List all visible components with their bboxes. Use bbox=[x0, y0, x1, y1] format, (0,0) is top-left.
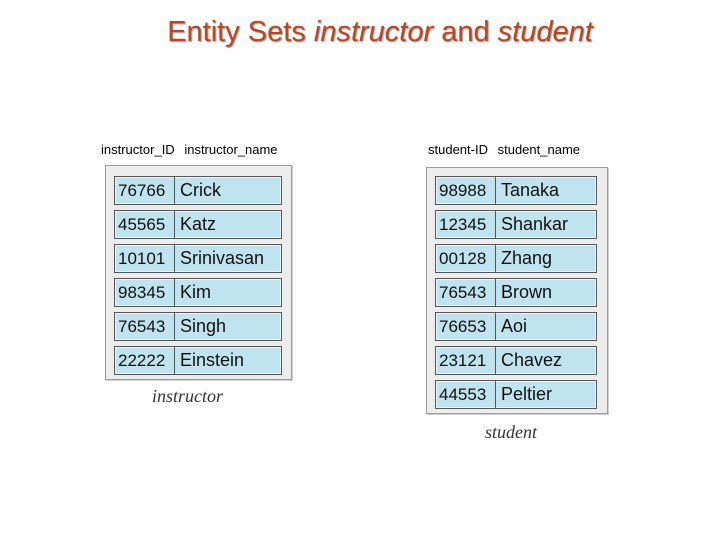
instructor-row bbox=[114, 312, 282, 341]
student-name-cell: Brown bbox=[501, 282, 553, 302]
student-id-header: student-ID bbox=[428, 142, 488, 157]
page-title bbox=[0, 16, 720, 49]
student-id-cell: 44553 bbox=[436, 381, 496, 408]
student-id-cell: 76543 bbox=[436, 279, 496, 306]
student-row bbox=[435, 380, 597, 409]
title-part-2: instructor bbox=[313, 16, 434, 48]
student-name-cell: Chavez bbox=[501, 350, 563, 370]
instructor-id-cell: 10101 bbox=[115, 245, 175, 272]
student-row bbox=[435, 346, 597, 375]
instructor-id-cell: 76543 bbox=[115, 313, 175, 340]
student-row bbox=[435, 278, 597, 307]
instructor-name-cell: Einstein bbox=[180, 350, 245, 370]
student-name-cell: Peltier bbox=[501, 384, 553, 404]
instructor-row bbox=[114, 244, 282, 273]
student-row bbox=[435, 244, 597, 273]
instructor-name-cell: Katz bbox=[180, 214, 217, 234]
student-id-cell: 76653 bbox=[436, 313, 496, 340]
student-name-cell: Zhang bbox=[501, 248, 553, 268]
instructor-name-cell: Singh bbox=[180, 316, 227, 336]
instructor-caption: instructor bbox=[152, 386, 224, 406]
student-name-cell: Aoi bbox=[501, 316, 528, 336]
title-part-3: and bbox=[433, 16, 498, 48]
student-id-cell: 98988 bbox=[436, 177, 496, 204]
instructor-row bbox=[114, 346, 282, 375]
instructor-row bbox=[114, 176, 282, 205]
instructor-name-cell: Srinivasan bbox=[180, 248, 265, 268]
student-id-cell: 12345 bbox=[436, 211, 496, 238]
student-name-cell: Shankar bbox=[501, 214, 569, 234]
instructor-id-cell: 98345 bbox=[115, 279, 175, 306]
student-id-cell: 00128 bbox=[436, 245, 496, 272]
title-part-1: Entity Sets bbox=[167, 16, 314, 48]
student-name-header: student_name bbox=[497, 142, 581, 157]
instructor-name-cell: Kim bbox=[180, 282, 211, 302]
instructor-row bbox=[114, 210, 282, 239]
instructor-id-cell: 22222 bbox=[115, 347, 175, 374]
student-row bbox=[435, 312, 597, 341]
student-caption: student bbox=[485, 422, 537, 442]
instructor-id-cell: 45565 bbox=[115, 211, 175, 238]
instructor-name-cell: Crick bbox=[180, 180, 221, 200]
instructor-headers bbox=[101, 142, 284, 157]
instructor-table bbox=[105, 165, 292, 380]
student-id-cell: 23121 bbox=[436, 347, 496, 374]
instructor-row bbox=[114, 278, 282, 307]
student-row bbox=[435, 176, 597, 205]
student-headers bbox=[428, 142, 586, 157]
student-name-cell: Tanaka bbox=[501, 180, 560, 200]
instructor-name-header: instructor_name bbox=[184, 142, 278, 157]
student-table bbox=[426, 167, 608, 414]
instructor-id-cell: 76766 bbox=[115, 177, 175, 204]
title-part-4: student bbox=[497, 16, 593, 48]
instructor-id-header: instructor_ID bbox=[101, 142, 175, 157]
student-row bbox=[435, 210, 597, 239]
